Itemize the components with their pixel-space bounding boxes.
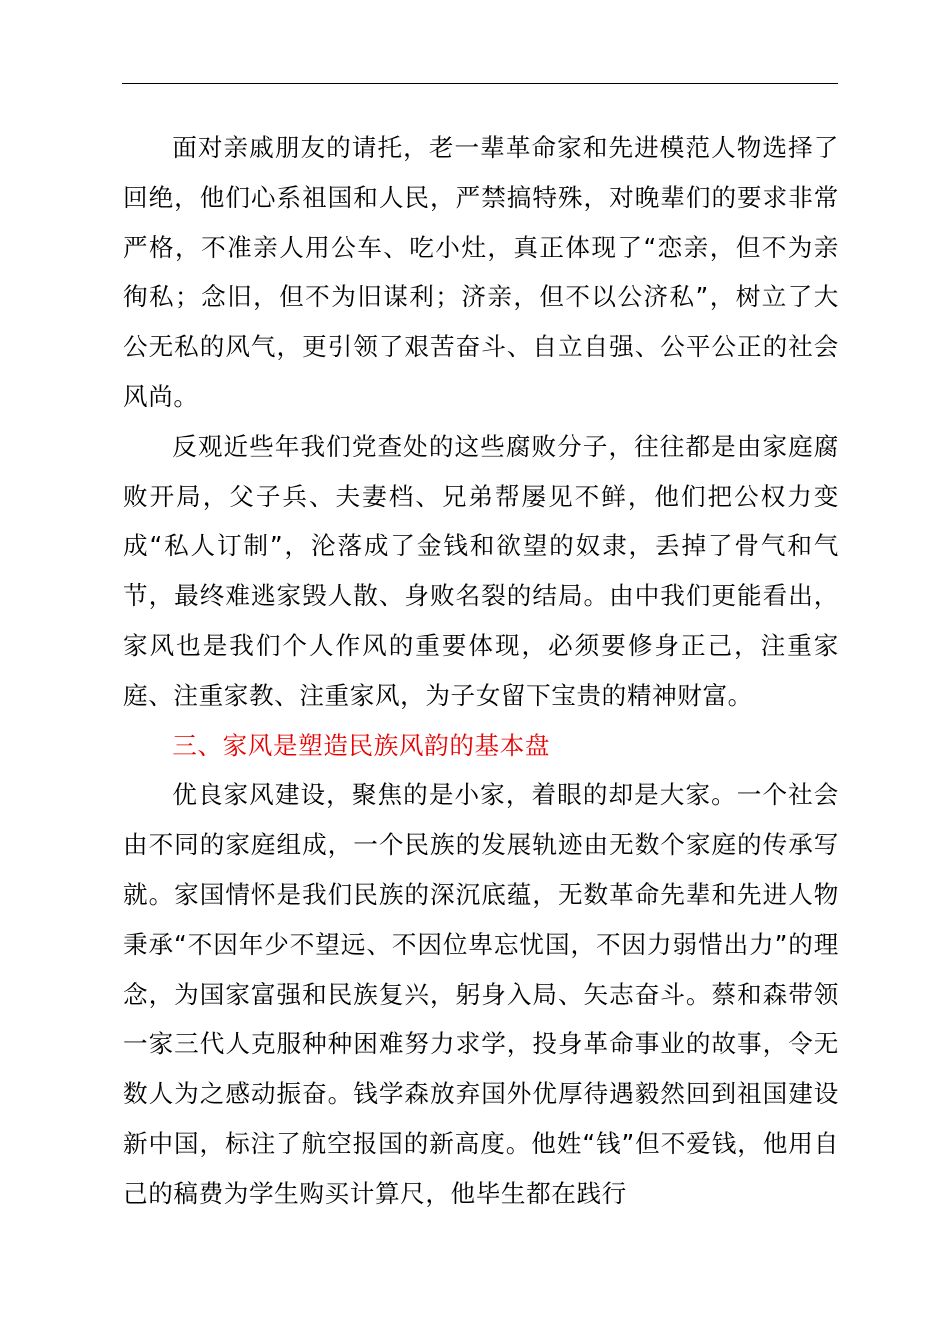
section-heading: 三、家风是塑造民族风韵的基本盘: [172, 730, 551, 760]
paragraph-1: 面对亲戚朋友的请托，老一辈革命家和先进模范人物选择了回绝，他们心系祖国和人民，严禁搞特殊，对晚辈们的要求非常严格，不准亲人用公车、吃小灶，真正体现了“恋亲，但不为亲徇私；念旧，但不为旧谋利；济亲，但不以公济私”，树立了大公无私的风气，更引领了艰苦奋斗、自立自强、公平公正的社会风尚。: [123, 133, 839, 411]
paragraph-3: 优良家风建设，聚焦的是小家，着眼的却是大家。一个社会由不同的家庭组成，一个民族的发展轨迹由无数个家庭的传承写就。家国情怀是我们民族的深沉底蕴，无数革命先辈和先进人物秉承“不因年少不望远、不因位卑忘忧国，不因力弱惜出力”的理念，为国家富强和民族复兴，躬身入局、矢志奋斗。蔡和森带领一家三代人克服种种困难努力求学，投身革命事业的故事，令无数人为之感动振奋。钱学森放弃国外优厚待遇毅然回到祖国建设新中国，标注了航空报国的新高度。他姓“钱”但不爱钱，他用自己的稿费为学生购买计算尺，他毕生都在践行: [123, 780, 839, 1208]
document-body: [123, 123, 839, 1219]
header-rule: [122, 83, 838, 84]
paragraph-2: 反观近些年我们党查处的这些腐败分子，往往都是由家庭腐败开局，父子兵、夫妻档、兄弟帮屡见不鲜，他们把公权力变成“私人订制”，沦落成了金钱和欲望的奴隶，丢掉了骨气和气节，最终难逃家毁人散、身败名裂的结局。由中我们更能看出，家风也是我们个人作风的重要体现，必须要修身正己，注重家庭、注重家教、注重家风，为子女留下宝贵的精神财富。: [123, 431, 839, 710]
